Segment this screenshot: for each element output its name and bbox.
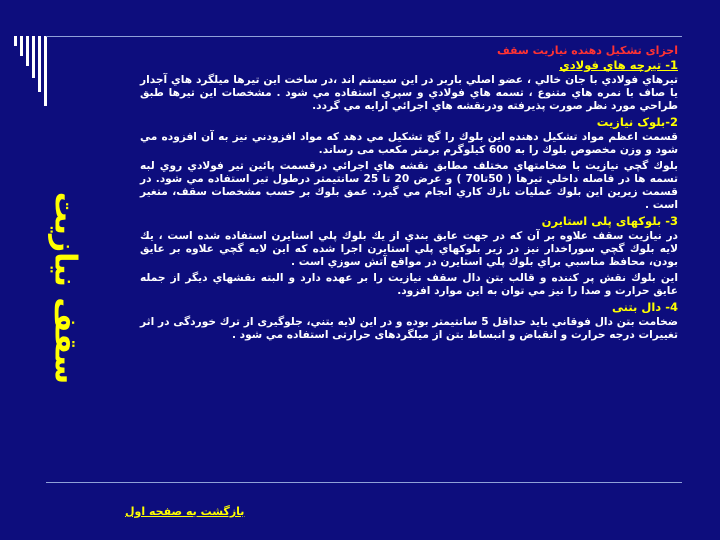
paragraph: بلوك گچي نیازیت با ضخامتهاي مختلف مطابق نقشه هاي اجرائي درقسمت پائین تیر فولادي روي لبه تسمه ها در فاصله داخلي تیرها ( 50تا70 ) و عرض 20 تا 25 سانتیمتر درطول تیر استفاده مي شود. در قسمت زیرین این بلوك عملیات نازك کاري انجام مي گیرد. عمق بلوك بر حسب مشخصات سقف، متغیر است . (140, 160, 678, 211)
page-heading: اجزای تشکیل دهنده نیازیت سقف (496, 44, 678, 57)
paragraph: تیرهاي فولادي با جان خالي ، عضو اصلي باربر در این سیستم اند ،در ساخت این تیرها میلگرد هاي آجدار یا صاف با نمره هاي متنوع ، تسمه هاي فولادي و سپري استفاده مي شود . مشخصات این تیرها طبق طراحي مورد نظر صورت پذیرفته ودرنقشه هاي اجرائي ارایه مي گردد. (140, 74, 678, 112)
paragraph: قسمت اعظم مواد تشکیل دهنده این بلوك را گچ تشکیل مي دهد که مواد افزودني نیز به آن افزوده مي شود و وزن مخصوص بلوك را به 600 کیلوگرم برمتر مکعب می رساند. (140, 131, 678, 156)
section-title: 3- بلوکهای پلی استایرن (541, 214, 678, 228)
back-to-home-link[interactable]: بازگشت به صفحه اول (125, 505, 245, 518)
paragraph: این بلوك نقش پر کننده و قالب بتن دال سقف نیازیت را بر عهده دارد و البته نقشهاي دیگر از جمله عایق حرارت و صدا را نیز مي توان به این موارد افزود. (140, 272, 678, 297)
top-divider (46, 36, 682, 37)
content-area (140, 44, 678, 345)
section-title: 1- تیرچه هاي فولادي (559, 58, 678, 72)
section-title: 4- دال بتنی (612, 300, 678, 314)
bottom-divider (46, 482, 682, 483)
section-title: 2-بلوک نیازیت (596, 115, 678, 129)
paragraph: در نیازیت سقف علاوه بر آن که در جهت عایق بندي از یك بلوك پلي استایرن استفاده شده است ، یك لایه بلوك گچي سوراخدار نیز در زیر بلوکهاي پلي استایرن اجرا شده که این لایه گچي علاوه بر عایق بودن، محافظ مناسبي براي بلوك پلي استایرن در مواقع آتش سوزي است . (140, 230, 678, 268)
paragraph: ضخامت بتن دال فوقاني باید حداقل 5 سانتیمتر بوده و در این لایه بتني، جلوگیری از ترك خوردگی در اثر تغییرات درجه حرارت و انقباض و انبساط بتن از میلگردهای حرارتی استفاده مي شود . (140, 316, 678, 341)
